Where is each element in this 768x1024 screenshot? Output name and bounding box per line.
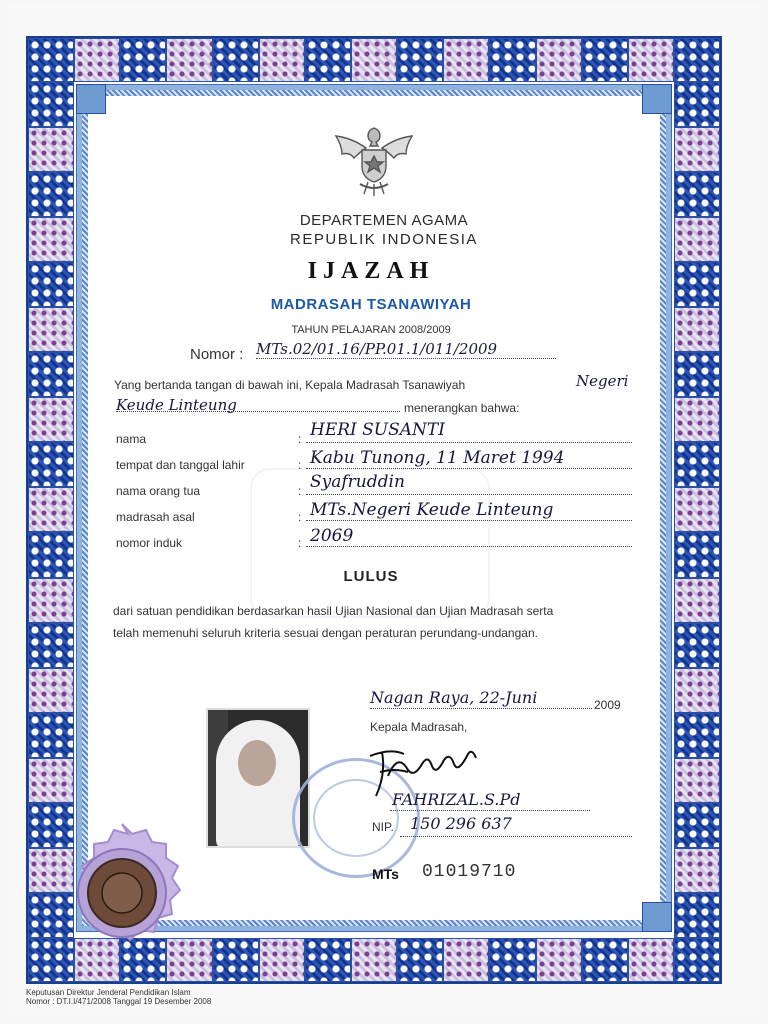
result-status: LULUS bbox=[343, 568, 399, 585]
frame-tile bbox=[674, 668, 720, 713]
statement-intro: Yang bertanda tangan di bawah ini, Kepala Madrasah Tsanawiyah bbox=[114, 378, 466, 392]
frame-tile bbox=[28, 713, 74, 758]
number-label: Nomor : bbox=[190, 346, 244, 363]
field-label-birth: tempat dan tanggal lahir bbox=[116, 458, 245, 472]
frame-tile bbox=[28, 668, 74, 713]
serial-label: MTs bbox=[372, 866, 399, 882]
frame-tile bbox=[305, 938, 351, 982]
school-name: Keude Linteung bbox=[116, 396, 237, 414]
dotted-line bbox=[306, 442, 632, 443]
frame-tile bbox=[351, 38, 397, 82]
frame-tile bbox=[259, 938, 305, 982]
dotted-line bbox=[306, 494, 632, 495]
frame-band-right bbox=[674, 82, 720, 938]
frame-tile bbox=[674, 938, 720, 982]
field-colon: : bbox=[298, 432, 302, 446]
field-colon: : bbox=[298, 510, 302, 524]
frame-tile bbox=[28, 758, 74, 803]
corner-ornament bbox=[76, 84, 106, 114]
frame-tile bbox=[489, 38, 535, 82]
frame-tile bbox=[397, 38, 443, 82]
frame-tile bbox=[28, 127, 74, 172]
serial-number: 01019710 bbox=[422, 862, 517, 882]
frame-tile bbox=[213, 38, 259, 82]
frame-tile bbox=[120, 38, 166, 82]
frame-tile bbox=[443, 938, 489, 982]
dotted-line bbox=[390, 810, 590, 811]
dotted-line bbox=[400, 836, 632, 837]
frame-band-top bbox=[28, 38, 720, 82]
frame-tile bbox=[674, 172, 720, 217]
dotted-line bbox=[370, 708, 592, 709]
frame-tile bbox=[582, 938, 628, 982]
dotted-line bbox=[306, 546, 632, 547]
frame-tile bbox=[166, 38, 212, 82]
frame-tile bbox=[674, 352, 720, 397]
frame-tile bbox=[213, 938, 259, 982]
corner-ornament bbox=[642, 84, 672, 114]
field-colon: : bbox=[298, 458, 302, 472]
field-label-origin: madrasah asal bbox=[116, 510, 195, 524]
frame-tile bbox=[674, 442, 720, 487]
field-label-parent: nama orang tua bbox=[116, 484, 201, 498]
department-name: DEPARTEMEN AGAMA bbox=[299, 212, 469, 229]
frame-tile bbox=[259, 38, 305, 82]
certificate-title: IJAZAH bbox=[307, 258, 435, 284]
dotted-line bbox=[116, 411, 400, 412]
frame-tile bbox=[674, 803, 720, 848]
corner-ornament bbox=[642, 902, 672, 932]
frame-tile bbox=[443, 38, 489, 82]
frame-tile bbox=[536, 38, 582, 82]
school-type: MADRASAH TSANAWIYAH bbox=[270, 296, 472, 313]
footer-decree-number: Nomor : DT.I.I/471/2008 Tanggal 19 Desember 2008 bbox=[26, 997, 212, 1006]
nip-value: 150 296 637 bbox=[410, 814, 512, 833]
garuda-emblem-icon bbox=[330, 118, 418, 202]
frame-tile bbox=[397, 938, 443, 982]
result-description-line2: telah memenuhi seluruh kriteria sesuai dengan peraturan perundang-undangan. bbox=[113, 626, 538, 640]
field-label-name: nama bbox=[116, 432, 147, 446]
signer-name: FAHRIZAL.S.Pd bbox=[392, 790, 521, 809]
frame-tile bbox=[305, 38, 351, 82]
frame-tile bbox=[28, 38, 74, 82]
frame-tile bbox=[582, 38, 628, 82]
frame-tile bbox=[28, 442, 74, 487]
signing-place-date: Nagan Raya, 22-Juni bbox=[370, 688, 538, 707]
frame-tile bbox=[674, 893, 720, 938]
frame-band-left bbox=[28, 82, 74, 938]
result-description-line1: dari satuan pendidikan berdasarkan hasil Ujian Nasional dan Ujian Madrasah serta bbox=[113, 604, 554, 618]
frame-tile bbox=[28, 397, 74, 442]
dotted-line bbox=[306, 520, 632, 521]
republic-name: REPUBLIK INDONESIA bbox=[290, 231, 478, 248]
statement-declares: menerangkan bahwa: bbox=[404, 401, 520, 415]
frame-tile bbox=[674, 82, 720, 127]
field-value-birth: Kabu Tunong, 11 Maret 1994 bbox=[310, 448, 565, 468]
field-colon: : bbox=[298, 484, 302, 498]
academic-year: TAHUN PELAJARAN 2008/2009 bbox=[291, 324, 451, 336]
nip-label: NIP. bbox=[372, 820, 394, 834]
dotted-line bbox=[306, 468, 632, 469]
school-status: Negeri bbox=[576, 372, 629, 390]
frame-tile bbox=[674, 848, 720, 893]
frame-tile bbox=[674, 38, 720, 82]
field-label-id: nomor induk bbox=[116, 536, 183, 550]
frame-tile bbox=[674, 623, 720, 668]
field-value-id: 2069 bbox=[310, 526, 354, 546]
field-value-name: HERI SUSANTI bbox=[310, 420, 445, 440]
frame-tile bbox=[28, 82, 74, 127]
frame-tile bbox=[74, 38, 120, 82]
hologram-seal-icon bbox=[44, 820, 200, 966]
field-value-parent: Syafruddin bbox=[310, 472, 405, 492]
frame-tile bbox=[628, 938, 674, 982]
frame-tile bbox=[628, 38, 674, 82]
frame-tile bbox=[28, 623, 74, 668]
frame-tile bbox=[489, 938, 535, 982]
frame-tile bbox=[28, 352, 74, 397]
frame-tile bbox=[674, 487, 720, 532]
signing-year: 2009 bbox=[594, 698, 621, 712]
frame-tile bbox=[674, 397, 720, 442]
signer-position: Kepala Madrasah, bbox=[370, 720, 468, 734]
frame-tile bbox=[674, 713, 720, 758]
frame-tile bbox=[674, 127, 720, 172]
frame-tile bbox=[28, 172, 74, 217]
frame-tile bbox=[536, 938, 582, 982]
field-colon: : bbox=[298, 536, 302, 550]
footer-decree: Keputusan Direktur Jenderal Pendidikan Islam bbox=[26, 988, 191, 997]
frame-tile bbox=[28, 487, 74, 532]
certificate-number: MTs.02/01.16/PP.01.1/011/2009 bbox=[256, 340, 556, 359]
frame-tile bbox=[674, 758, 720, 803]
frame-tile bbox=[351, 938, 397, 982]
field-value-origin: MTs.Negeri Keude Linteung bbox=[310, 500, 554, 520]
